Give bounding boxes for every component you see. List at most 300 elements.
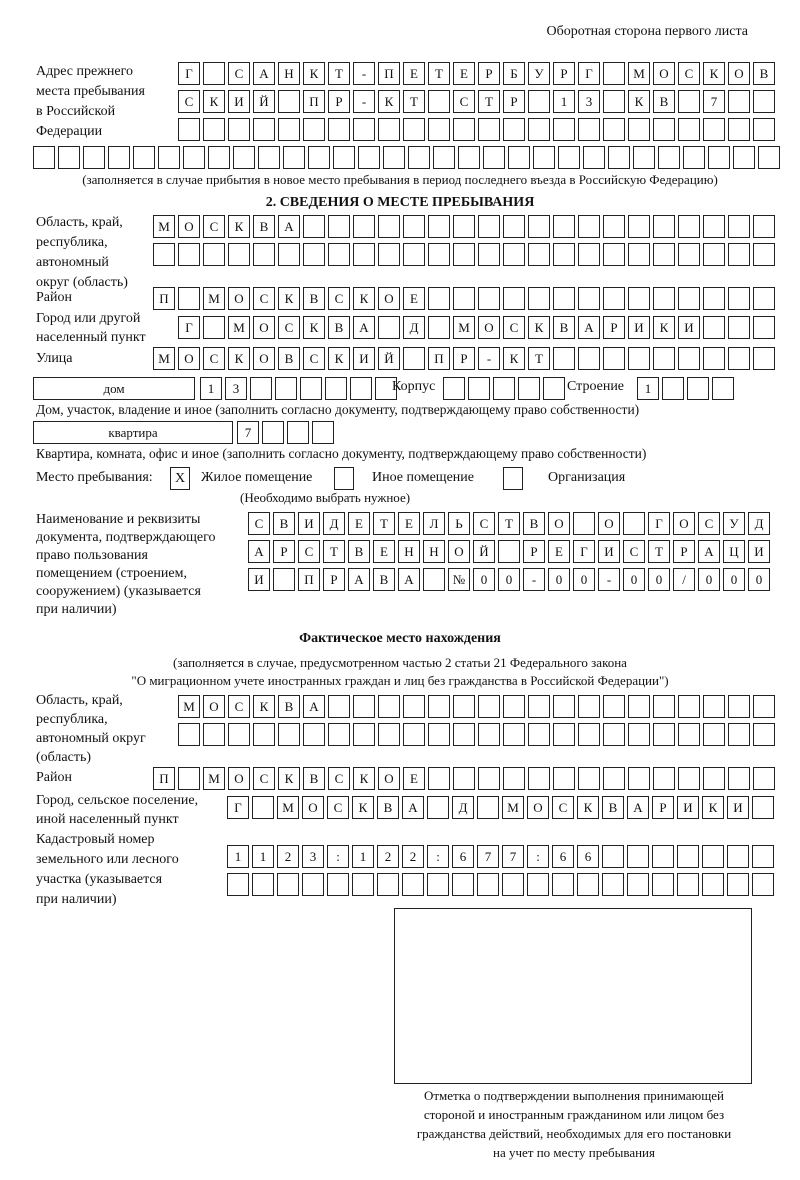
char-cell[interactable]: Т <box>323 540 345 563</box>
char-cell[interactable]: К <box>628 90 650 113</box>
char-cell[interactable] <box>678 723 700 746</box>
char-cell[interactable] <box>228 118 250 141</box>
char-cell[interactable]: А <box>627 796 649 819</box>
char-cell[interactable]: А <box>578 316 600 339</box>
char-cell[interactable]: А <box>248 540 270 563</box>
char-cell[interactable] <box>287 421 309 444</box>
char-cell[interactable]: К <box>303 62 325 85</box>
char-cell[interactable] <box>353 695 375 718</box>
char-cell[interactable] <box>133 146 155 169</box>
char-cell[interactable]: Е <box>348 512 370 535</box>
char-cell[interactable] <box>353 723 375 746</box>
char-cell[interactable] <box>703 118 725 141</box>
char-cell[interactable] <box>428 695 450 718</box>
city-row[interactable] <box>178 316 775 339</box>
char-cell[interactable] <box>303 723 325 746</box>
char-cell[interactable] <box>528 723 550 746</box>
char-cell[interactable] <box>503 767 525 790</box>
char-cell[interactable] <box>303 243 325 266</box>
char-cell[interactable]: 0 <box>648 568 670 591</box>
char-cell[interactable]: Т <box>328 62 350 85</box>
char-cell[interactable] <box>253 243 275 266</box>
char-cell[interactable]: О <box>253 316 275 339</box>
char-cell[interactable]: 7 <box>703 90 725 113</box>
char-cell[interactable] <box>433 146 455 169</box>
char-cell[interactable] <box>623 512 645 535</box>
char-cell[interactable]: С <box>678 62 700 85</box>
char-cell[interactable]: С <box>248 512 270 535</box>
char-cell[interactable]: Р <box>523 540 545 563</box>
char-cell[interactable]: 0 <box>548 568 570 591</box>
char-cell[interactable] <box>678 767 700 790</box>
char-cell[interactable] <box>258 146 280 169</box>
char-cell[interactable]: 1 <box>227 845 249 868</box>
char-cell[interactable]: К <box>703 62 725 85</box>
char-cell[interactable] <box>627 873 649 896</box>
char-cell[interactable] <box>653 695 675 718</box>
char-cell[interactable] <box>203 62 225 85</box>
char-cell[interactable]: И <box>598 540 620 563</box>
char-cell[interactable] <box>428 723 450 746</box>
char-cell[interactable] <box>333 146 355 169</box>
char-cell[interactable]: К <box>528 316 550 339</box>
char-cell[interactable]: О <box>178 215 200 238</box>
char-cell[interactable]: Р <box>503 90 525 113</box>
char-cell[interactable]: С <box>473 512 495 535</box>
char-cell[interactable]: О <box>478 316 500 339</box>
char-cell[interactable] <box>628 723 650 746</box>
char-cell[interactable] <box>108 146 130 169</box>
char-cell[interactable]: В <box>653 90 675 113</box>
char-cell[interactable]: 0 <box>498 568 520 591</box>
char-cell[interactable]: 2 <box>402 845 424 868</box>
char-cell[interactable] <box>528 695 550 718</box>
char-cell[interactable]: Е <box>373 540 395 563</box>
char-cell[interactable] <box>753 287 775 310</box>
char-cell[interactable] <box>402 873 424 896</box>
char-cell[interactable]: К <box>577 796 599 819</box>
char-cell[interactable]: В <box>753 62 775 85</box>
char-cell[interactable] <box>427 796 449 819</box>
char-cell[interactable] <box>578 118 600 141</box>
char-cell[interactable]: Г <box>178 62 200 85</box>
actual-city-row[interactable] <box>227 796 774 819</box>
char-cell[interactable] <box>408 146 430 169</box>
char-cell[interactable] <box>733 146 755 169</box>
char-cell[interactable]: 0 <box>623 568 645 591</box>
street-row[interactable] <box>153 347 775 370</box>
char-cell[interactable]: П <box>153 287 175 310</box>
char-cell[interactable] <box>427 873 449 896</box>
char-cell[interactable]: 1 <box>252 845 274 868</box>
char-cell[interactable] <box>353 243 375 266</box>
cadastral-row[interactable] <box>227 845 774 868</box>
char-cell[interactable] <box>503 215 525 238</box>
char-cell[interactable]: Н <box>423 540 445 563</box>
char-cell[interactable] <box>403 723 425 746</box>
region-row[interactable] <box>153 243 775 266</box>
char-cell[interactable] <box>553 723 575 746</box>
char-cell[interactable]: М <box>277 796 299 819</box>
char-cell[interactable] <box>428 767 450 790</box>
char-cell[interactable] <box>378 316 400 339</box>
char-cell[interactable] <box>325 377 347 400</box>
char-cell[interactable] <box>602 873 624 896</box>
char-cell[interactable] <box>628 287 650 310</box>
char-cell[interactable] <box>627 845 649 868</box>
char-cell[interactable]: К <box>278 767 300 790</box>
char-cell[interactable] <box>758 146 780 169</box>
char-cell[interactable]: В <box>373 568 395 591</box>
char-cell[interactable]: К <box>228 347 250 370</box>
char-cell[interactable] <box>677 873 699 896</box>
char-cell[interactable] <box>350 377 372 400</box>
char-cell[interactable] <box>228 243 250 266</box>
char-cell[interactable]: В <box>303 767 325 790</box>
char-cell[interactable] <box>553 695 575 718</box>
char-cell[interactable] <box>477 873 499 896</box>
char-cell[interactable]: Е <box>548 540 570 563</box>
char-cell[interactable]: И <box>677 796 699 819</box>
char-cell[interactable]: 1 <box>637 377 659 400</box>
char-cell[interactable]: О <box>527 796 549 819</box>
char-cell[interactable]: 6 <box>452 845 474 868</box>
char-cell[interactable] <box>278 118 300 141</box>
char-cell[interactable] <box>678 215 700 238</box>
house-number-row[interactable] <box>200 377 397 400</box>
char-cell[interactable] <box>478 767 500 790</box>
char-cell[interactable] <box>728 723 750 746</box>
char-cell[interactable] <box>543 377 565 400</box>
char-cell[interactable] <box>483 146 505 169</box>
prev-address-row[interactable] <box>178 118 775 141</box>
char-cell[interactable]: А <box>303 695 325 718</box>
char-cell[interactable] <box>628 118 650 141</box>
char-cell[interactable] <box>503 118 525 141</box>
char-cell[interactable] <box>378 118 400 141</box>
char-cell[interactable]: 7 <box>477 845 499 868</box>
char-cell[interactable] <box>578 347 600 370</box>
char-cell[interactable] <box>33 146 55 169</box>
char-cell[interactable]: 1 <box>200 377 222 400</box>
char-cell[interactable] <box>578 287 600 310</box>
char-cell[interactable] <box>628 695 650 718</box>
char-cell[interactable] <box>503 287 525 310</box>
option-organization-checkbox[interactable] <box>503 467 523 490</box>
char-cell[interactable]: С <box>178 90 200 113</box>
char-cell[interactable]: В <box>602 796 624 819</box>
char-cell[interactable] <box>628 347 650 370</box>
char-cell[interactable] <box>703 287 725 310</box>
char-cell[interactable]: У <box>528 62 550 85</box>
char-cell[interactable] <box>628 243 650 266</box>
char-cell[interactable] <box>728 215 750 238</box>
char-cell[interactable]: П <box>153 767 175 790</box>
char-cell[interactable] <box>403 215 425 238</box>
char-cell[interactable]: - <box>478 347 500 370</box>
char-cell[interactable] <box>378 723 400 746</box>
char-cell[interactable] <box>428 90 450 113</box>
char-cell[interactable] <box>253 118 275 141</box>
char-cell[interactable]: С <box>328 287 350 310</box>
char-cell[interactable] <box>308 146 330 169</box>
char-cell[interactable]: 0 <box>473 568 495 591</box>
char-cell[interactable]: Р <box>328 90 350 113</box>
char-cell[interactable]: Т <box>498 512 520 535</box>
char-cell[interactable] <box>633 146 655 169</box>
char-cell[interactable]: К <box>228 215 250 238</box>
char-cell[interactable] <box>653 347 675 370</box>
char-cell[interactable] <box>528 118 550 141</box>
char-cell[interactable] <box>653 118 675 141</box>
char-cell[interactable]: Е <box>453 62 475 85</box>
char-cell[interactable] <box>578 723 600 746</box>
prev-address-row[interactable] <box>178 62 775 85</box>
char-cell[interactable]: - <box>598 568 620 591</box>
char-cell[interactable] <box>453 723 475 746</box>
char-cell[interactable]: Р <box>673 540 695 563</box>
char-cell[interactable] <box>753 695 775 718</box>
char-cell[interactable] <box>678 347 700 370</box>
char-cell[interactable] <box>302 873 324 896</box>
char-cell[interactable] <box>653 243 675 266</box>
char-cell[interactable]: - <box>353 90 375 113</box>
char-cell[interactable] <box>208 146 230 169</box>
char-cell[interactable]: - <box>523 568 545 591</box>
char-cell[interactable]: К <box>653 316 675 339</box>
char-cell[interactable]: И <box>628 316 650 339</box>
char-cell[interactable] <box>558 146 580 169</box>
char-cell[interactable] <box>250 377 272 400</box>
char-cell[interactable] <box>753 723 775 746</box>
char-cell[interactable]: 2 <box>377 845 399 868</box>
char-cell[interactable] <box>312 421 334 444</box>
char-cell[interactable]: К <box>378 90 400 113</box>
char-cell[interactable] <box>703 695 725 718</box>
char-cell[interactable]: К <box>278 287 300 310</box>
char-cell[interactable] <box>687 377 709 400</box>
char-cell[interactable] <box>178 723 200 746</box>
char-cell[interactable] <box>252 796 274 819</box>
char-cell[interactable]: О <box>253 347 275 370</box>
char-cell[interactable]: Д <box>403 316 425 339</box>
char-cell[interactable]: Н <box>278 62 300 85</box>
char-cell[interactable]: Д <box>748 512 770 535</box>
char-cell[interactable] <box>158 146 180 169</box>
char-cell[interactable]: 0 <box>748 568 770 591</box>
char-cell[interactable] <box>453 767 475 790</box>
char-cell[interactable] <box>727 845 749 868</box>
char-cell[interactable]: В <box>278 695 300 718</box>
char-cell[interactable]: И <box>727 796 749 819</box>
char-cell[interactable]: К <box>303 316 325 339</box>
char-cell[interactable] <box>728 118 750 141</box>
char-cell[interactable] <box>83 146 105 169</box>
char-cell[interactable]: О <box>178 347 200 370</box>
char-cell[interactable]: Т <box>648 540 670 563</box>
char-cell[interactable] <box>468 377 490 400</box>
char-cell[interactable] <box>583 146 605 169</box>
char-cell[interactable] <box>383 146 405 169</box>
char-cell[interactable] <box>652 845 674 868</box>
char-cell[interactable]: И <box>748 540 770 563</box>
prev-address-row[interactable] <box>178 90 775 113</box>
char-cell[interactable]: А <box>698 540 720 563</box>
char-cell[interactable] <box>328 243 350 266</box>
char-cell[interactable] <box>498 540 520 563</box>
char-cell[interactable]: 0 <box>698 568 720 591</box>
char-cell[interactable] <box>262 421 284 444</box>
char-cell[interactable] <box>728 767 750 790</box>
char-cell[interactable] <box>683 146 705 169</box>
char-cell[interactable]: А <box>353 316 375 339</box>
char-cell[interactable] <box>727 873 749 896</box>
char-cell[interactable]: Т <box>428 62 450 85</box>
char-cell[interactable] <box>553 215 575 238</box>
char-cell[interactable] <box>602 845 624 868</box>
char-cell[interactable]: С <box>253 767 275 790</box>
char-cell[interactable]: В <box>273 512 295 535</box>
char-cell[interactable] <box>328 215 350 238</box>
actual-region-row[interactable] <box>178 723 775 746</box>
char-cell[interactable]: : <box>427 845 449 868</box>
char-cell[interactable]: 3 <box>302 845 324 868</box>
char-cell[interactable]: - <box>353 62 375 85</box>
char-cell[interactable]: И <box>298 512 320 535</box>
char-cell[interactable]: 1 <box>553 90 575 113</box>
char-cell[interactable]: В <box>253 215 275 238</box>
char-cell[interactable] <box>403 695 425 718</box>
char-cell[interactable]: Н <box>398 540 420 563</box>
char-cell[interactable] <box>553 767 575 790</box>
char-cell[interactable] <box>677 845 699 868</box>
char-cell[interactable] <box>428 316 450 339</box>
char-cell[interactable]: О <box>598 512 620 535</box>
char-cell[interactable] <box>377 873 399 896</box>
char-cell[interactable]: Ь <box>448 512 470 535</box>
char-cell[interactable] <box>608 146 630 169</box>
char-cell[interactable]: К <box>702 796 724 819</box>
char-cell[interactable]: Т <box>478 90 500 113</box>
char-cell[interactable]: К <box>353 767 375 790</box>
flat-number-row[interactable] <box>237 421 334 444</box>
char-cell[interactable]: О <box>448 540 470 563</box>
option-residential-checkbox[interactable]: Х <box>170 467 190 490</box>
char-cell[interactable]: П <box>428 347 450 370</box>
char-cell[interactable]: Е <box>403 767 425 790</box>
char-cell[interactable]: С <box>328 767 350 790</box>
char-cell[interactable]: О <box>302 796 324 819</box>
char-cell[interactable]: 1 <box>352 845 374 868</box>
char-cell[interactable]: О <box>673 512 695 535</box>
char-cell[interactable] <box>428 243 450 266</box>
char-cell[interactable] <box>178 243 200 266</box>
char-cell[interactable] <box>303 215 325 238</box>
char-cell[interactable] <box>653 767 675 790</box>
char-cell[interactable]: К <box>328 347 350 370</box>
char-cell[interactable]: С <box>203 215 225 238</box>
char-cell[interactable]: В <box>278 347 300 370</box>
char-cell[interactable] <box>753 243 775 266</box>
char-cell[interactable]: Й <box>473 540 495 563</box>
char-cell[interactable] <box>603 347 625 370</box>
char-cell[interactable] <box>283 146 305 169</box>
char-cell[interactable]: П <box>303 90 325 113</box>
house-type-field[interactable]: дом <box>33 377 195 400</box>
char-cell[interactable] <box>653 215 675 238</box>
char-cell[interactable]: Е <box>398 512 420 535</box>
char-cell[interactable] <box>453 243 475 266</box>
char-cell[interactable] <box>478 287 500 310</box>
char-cell[interactable] <box>753 118 775 141</box>
char-cell[interactable]: О <box>378 287 400 310</box>
char-cell[interactable] <box>578 215 600 238</box>
char-cell[interactable] <box>518 377 540 400</box>
char-cell[interactable] <box>203 723 225 746</box>
char-cell[interactable] <box>423 568 445 591</box>
char-cell[interactable] <box>327 873 349 896</box>
char-cell[interactable] <box>728 316 750 339</box>
char-cell[interactable] <box>753 316 775 339</box>
region-row[interactable] <box>153 215 775 238</box>
char-cell[interactable]: А <box>278 215 300 238</box>
char-cell[interactable] <box>358 146 380 169</box>
char-cell[interactable]: Е <box>403 62 425 85</box>
char-cell[interactable]: 7 <box>237 421 259 444</box>
char-cell[interactable] <box>753 90 775 113</box>
char-cell[interactable] <box>253 723 275 746</box>
char-cell[interactable]: Р <box>478 62 500 85</box>
char-cell[interactable] <box>728 695 750 718</box>
char-cell[interactable] <box>183 146 205 169</box>
char-cell[interactable]: Р <box>453 347 475 370</box>
char-cell[interactable]: : <box>527 845 549 868</box>
char-cell[interactable]: К <box>203 90 225 113</box>
char-cell[interactable] <box>603 62 625 85</box>
char-cell[interactable]: К <box>353 287 375 310</box>
char-cell[interactable] <box>527 873 549 896</box>
char-cell[interactable]: Г <box>227 796 249 819</box>
char-cell[interactable] <box>553 287 575 310</box>
char-cell[interactable] <box>328 695 350 718</box>
char-cell[interactable] <box>378 215 400 238</box>
char-cell[interactable]: О <box>228 767 250 790</box>
char-cell[interactable] <box>753 347 775 370</box>
char-cell[interactable] <box>603 243 625 266</box>
char-cell[interactable]: 2 <box>277 845 299 868</box>
char-cell[interactable] <box>678 695 700 718</box>
char-cell[interactable]: С <box>298 540 320 563</box>
char-cell[interactable]: Й <box>378 347 400 370</box>
char-cell[interactable]: Р <box>652 796 674 819</box>
char-cell[interactable] <box>277 873 299 896</box>
char-cell[interactable] <box>353 118 375 141</box>
char-cell[interactable]: М <box>228 316 250 339</box>
actual-region-row[interactable] <box>178 695 775 718</box>
char-cell[interactable] <box>478 215 500 238</box>
char-cell[interactable] <box>203 243 225 266</box>
korpus-row[interactable] <box>443 377 565 400</box>
char-cell[interactable] <box>603 287 625 310</box>
char-cell[interactable] <box>203 316 225 339</box>
char-cell[interactable]: П <box>378 62 400 85</box>
char-cell[interactable] <box>353 215 375 238</box>
char-cell[interactable] <box>703 243 725 266</box>
char-cell[interactable] <box>678 118 700 141</box>
char-cell[interactable] <box>443 377 465 400</box>
char-cell[interactable] <box>275 377 297 400</box>
char-cell[interactable] <box>378 695 400 718</box>
